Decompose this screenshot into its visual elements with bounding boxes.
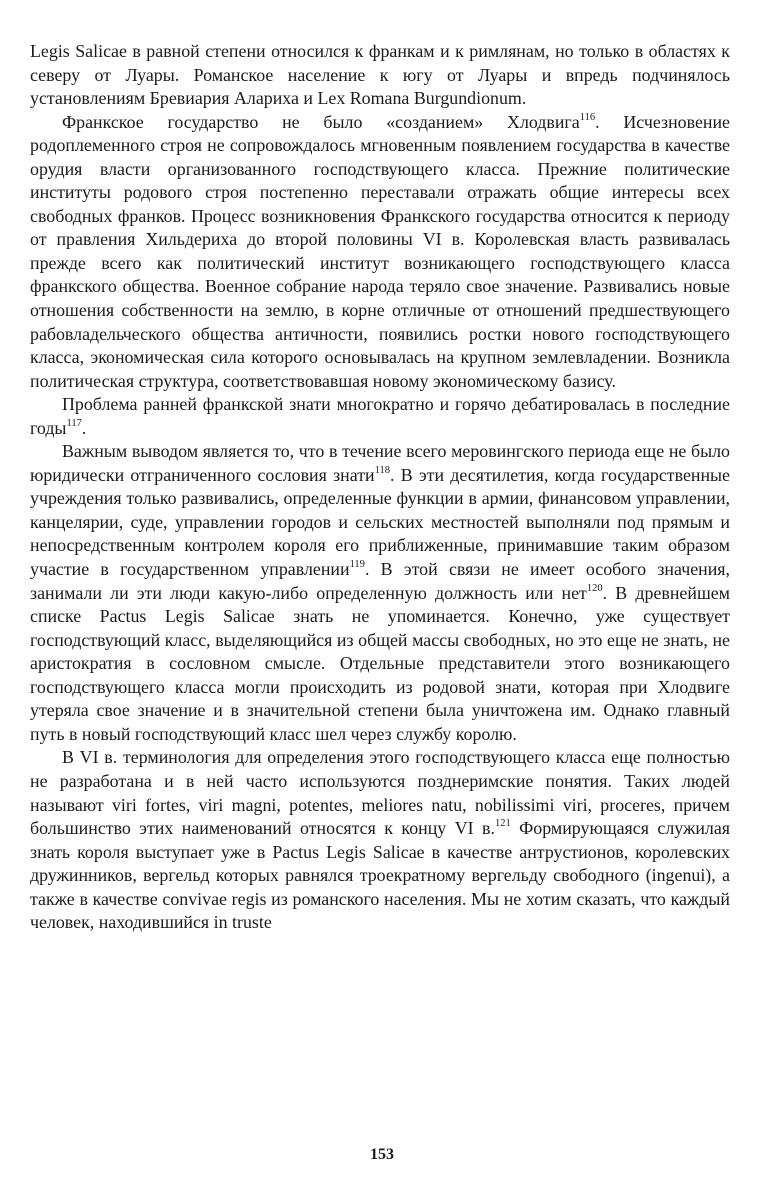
paragraph (30, 440, 730, 746)
footnote-reference[interactable]: 118 (374, 464, 391, 476)
paragraph-text: . (81, 417, 87, 438)
paragraph (30, 746, 730, 934)
paragraph-text: . В эти десятилетия, когда государственные учреждения только развивались, определенные функции в армии, финансовом управлении, канцелярии, суде, управлении городов и сельских местностей выполняли под прямым и непосредственным контролем короля его приближенные, принимавшие таким образом участие в государственном управлении (30, 464, 730, 580)
footnote-reference[interactable]: 116 (579, 111, 596, 123)
paragraph (30, 40, 730, 111)
paragraph-text: Важным выводом является то, что в течение всего меровингского периода еще не было юридически отграниченного сословия знати (30, 441, 730, 485)
footnote-reference[interactable]: 120 (586, 582, 603, 594)
paragraph (30, 111, 730, 394)
footnote-reference[interactable]: 119 (349, 559, 365, 571)
document-page (30, 40, 730, 935)
page-number: 153 (370, 1146, 394, 1163)
paragraph-text: В VI в. терминология для определения этого господствующего класса еще полностью не разработана и в ней часто используются позднеримские понятия. Таких людей называют viri fortes, viri magni, potentes, meliores natu, nobilissimi viri, proceres, причем большинство этих наименований относятся к концу VI в. (30, 747, 730, 839)
footnote-reference[interactable]: 117 (66, 417, 82, 429)
paragraph-text: . В этой связи не имеет особого значения, занимали ли эти люди какую-либо определенную должность или нет (30, 559, 730, 603)
paragraph-text: Legis Salicae в равной степени относился к франкам и к римлянам, но только в областях к северу от Луары. Романское население к югу от Луары и впредь подчинялось установлениям Бревиария Алариха и Lex Romana Burgundionum. (30, 41, 730, 109)
paragraph-text: Франкское государство не было «созданием» Хлодвига (62, 111, 580, 132)
paragraph (30, 393, 730, 440)
body-text (30, 40, 730, 935)
paragraph-text: Формирующаяся служилая знать короля выступает уже в Pactus Legis Salicae в качестве антрустионов, королевских дружинников, вергельд которых равнялся троекратному вергельду свободного (ingenui), а также в качестве convivae regis из романского населения. Мы не хотим сказать, что каждый человек, находившийся in truste (30, 818, 730, 933)
footnote-reference[interactable]: 121 (494, 818, 511, 830)
paragraph-text: . Исчезновение родоплеменного строя не сопровождалось мгновенным появлением государства в качестве орудия власти организованного господствующего класса. Прежние политические институты родового строя постепенно переставали отражать общие интересы всех свободных франков. Процесс возникновения Франкского государства относится к периоду от правления Хильдериха до второй половины VI в. Королевская власть развивалась прежде всего как политический институт возникающего господствующего класса франкского общества. Военное собрание народа теряло свое значение. Развивались новые отношения собственности на землю, в корне отличные от отношений предшествующего рабовладельческого общества античности, появились ростки нового господствующего класса, экономическая сила которого основывалась на крупном землевладении. Возникла политическая структура, соответствовавшая новому экономическому базису. (30, 111, 730, 391)
paragraph-text: Проблема ранней франкской знати многократно и горячо дебатировалась в последние годы (30, 394, 730, 438)
paragraph-text: . В древнейшем списке Pactus Legis Salicae знать не упоминается. Конечно, уже существует господствующий класс, выделяющийся из общей массы свободных, но это еще не знать, не аристократия в сословном смысле. Отдельные представители этого возникающего господствующего класса могли происходить из родовой знати, которая при Хлодвиге утеряла свое значение и в значительной степени была уничтожена им. Однако главный путь в новый господствующий класс шел через службу королю. (30, 582, 730, 744)
